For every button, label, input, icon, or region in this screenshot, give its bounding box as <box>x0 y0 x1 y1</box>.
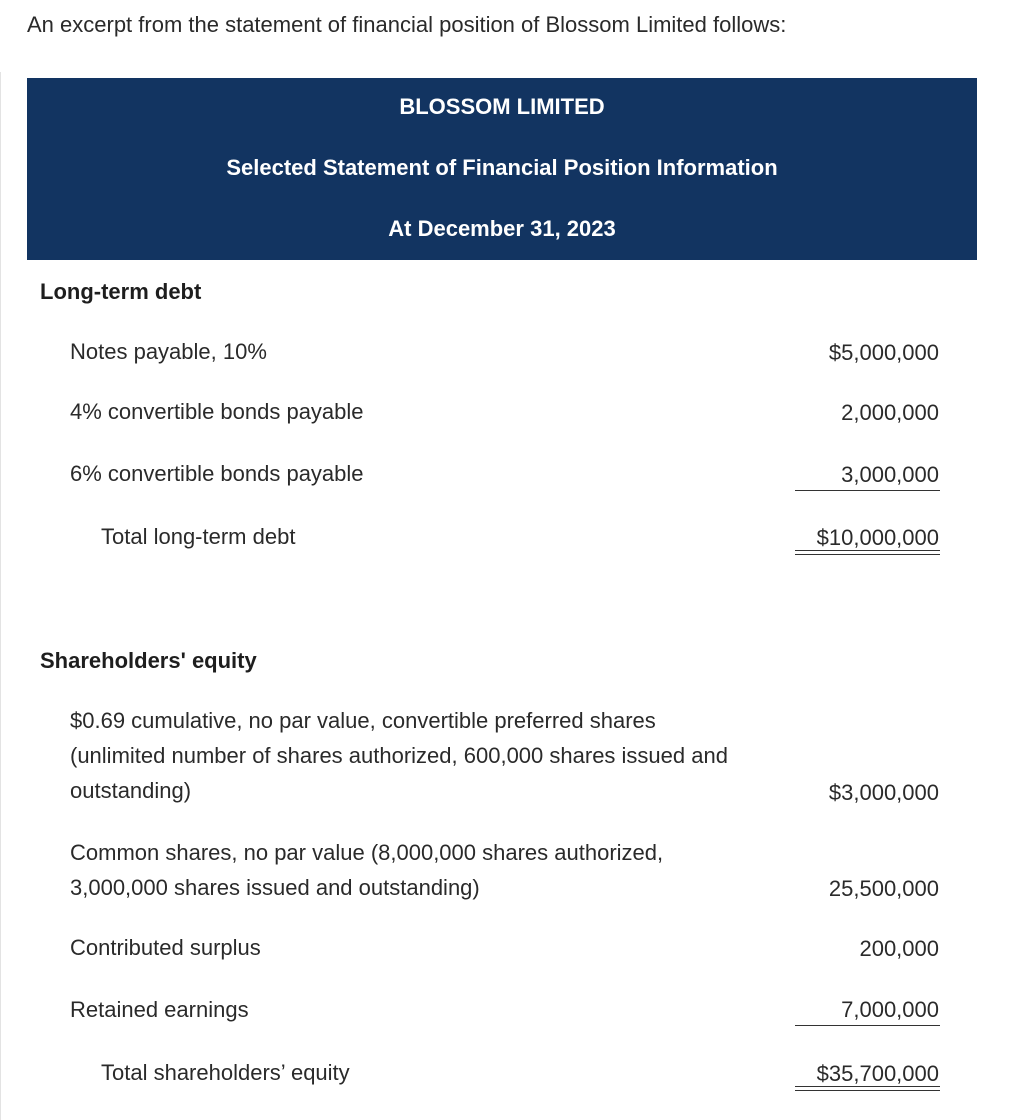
company-name: BLOSSOM LIMITED <box>399 94 605 119</box>
intro-text: An excerpt from the statement of financial position of Blossom Limited follows: <box>27 12 787 37</box>
left-border <box>0 72 1 1120</box>
statement-title: Selected Statement of Financial Position Information <box>226 155 778 180</box>
total-double-rule <box>795 1086 940 1091</box>
total-shareholders-equity-label: Total shareholders’ equity <box>101 1060 350 1085</box>
total-long-term-debt-label: Total long-term debt <box>101 524 296 549</box>
contributed-surplus-label: Contributed surplus <box>70 935 261 960</box>
notes-payable-amount: $5,000,000 <box>828 340 939 365</box>
bonds-6pct-label: 6% convertible bonds payable <box>70 461 364 486</box>
subtotal-rule <box>795 490 940 491</box>
common-shares-amount: 25,500,000 <box>828 876 939 901</box>
retained-earnings-amount: 7,000,000 <box>841 997 939 1022</box>
common-shares-label: Common shares, no par value (8,000,000 shares authorized, 3,000,000 shares issued and outstanding) <box>70 840 664 900</box>
statement-date: At December 31, 2023 <box>388 216 616 241</box>
total-long-term-debt-amount: $10,000,000 <box>816 525 939 550</box>
total-shareholders-equity-amount: $35,700,000 <box>816 1061 939 1086</box>
bonds-4pct-amount: 2,000,000 <box>841 400 939 425</box>
subtotal-rule <box>795 1025 940 1026</box>
long-term-debt-heading: Long-term debt <box>40 279 202 304</box>
preferred-shares-amount: $3,000,000 <box>828 780 939 805</box>
preferred-shares-label: $0.69 cumulative, no par value, convertible preferred shares (unlimited number of shares authorized, 600,000 shares issued and outstanding) <box>70 708 728 803</box>
total-double-rule <box>795 550 940 555</box>
shareholders-equity-heading: Shareholders' equity <box>40 648 257 673</box>
bonds-6pct-amount: 3,000,000 <box>841 462 939 487</box>
contributed-surplus-amount: 200,000 <box>859 936 939 961</box>
bonds-4pct-label: 4% convertible bonds payable <box>70 399 364 424</box>
notes-payable-label: Notes payable, 10% <box>70 339 267 364</box>
statement-header <box>27 78 977 260</box>
retained-earnings-label: Retained earnings <box>70 997 249 1022</box>
